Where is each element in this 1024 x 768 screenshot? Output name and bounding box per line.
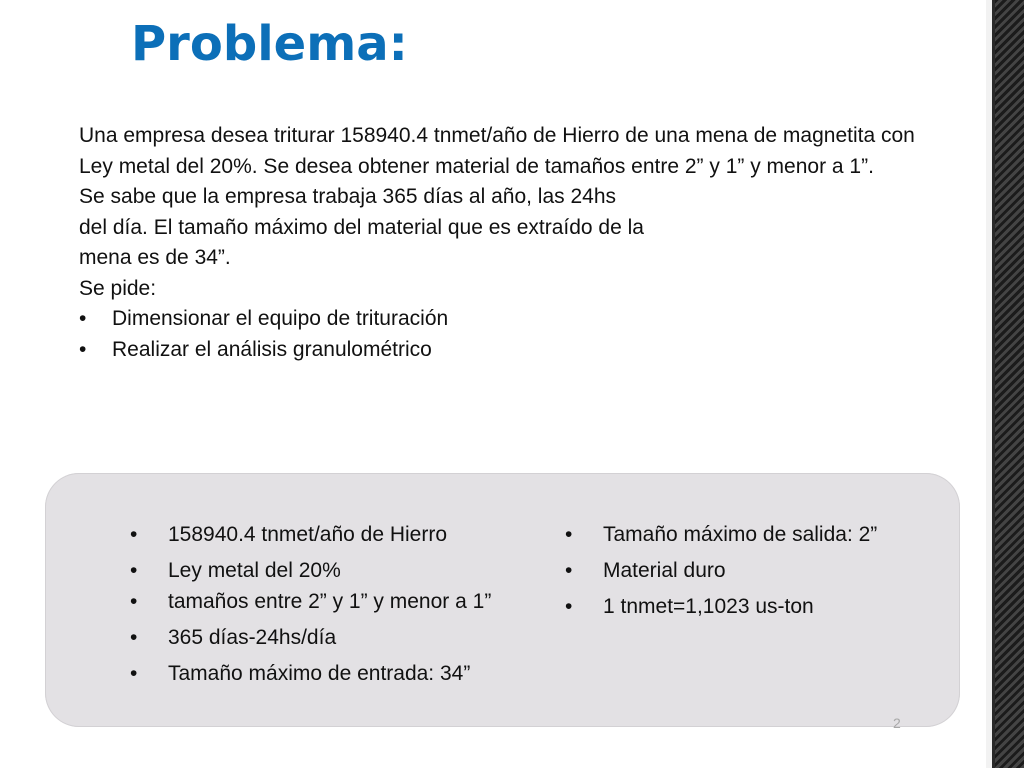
summary-item: • Ley metal del 20%: [130, 558, 341, 584]
problem-line: Se sabe que la empresa trabaja 365 días al año, las 24hs: [79, 185, 617, 208]
summary-item: • Tamaño máximo de entrada: 34”: [130, 661, 470, 687]
task-list: [79, 304, 949, 365]
problem-statement: [79, 121, 949, 365]
page-number: 2: [893, 715, 901, 731]
summary-item: • tamaños entre 2” y 1” y menor a 1”: [130, 589, 491, 615]
slide-title: Problema:: [131, 16, 408, 72]
summary-item: • 365 días-24hs/día: [130, 625, 336, 651]
summary-item: • Tamaño máximo de salida: 2”: [565, 522, 877, 548]
decorative-side-stripe: [986, 0, 1024, 768]
problem-paragraph: Una empresa desea triturar 158940.4 tnmet/año de Hierro de una mena de magnetita con Ley metal del 20%. Se desea obtener material de tamaños entre 2” y 1” y menor a 1”.: [79, 124, 915, 178]
summary-item: • 1 tnmet=1,1023 us-ton: [565, 594, 814, 620]
summary-box: [45, 473, 960, 727]
task-item: • Realizar el análisis granulométrico: [79, 335, 949, 366]
summary-item: • Material duro: [565, 558, 726, 584]
summary-item: • 158940.4 tnmet/año de Hierro: [130, 522, 447, 548]
request-label: Se pide:: [79, 276, 157, 300]
task-item: • Dimensionar el equipo de trituración: [79, 304, 949, 335]
problem-line: del día. El tamaño máximo del material que es extraído de la: [79, 215, 644, 239]
problem-line: mena es de 34”.: [79, 246, 231, 269]
